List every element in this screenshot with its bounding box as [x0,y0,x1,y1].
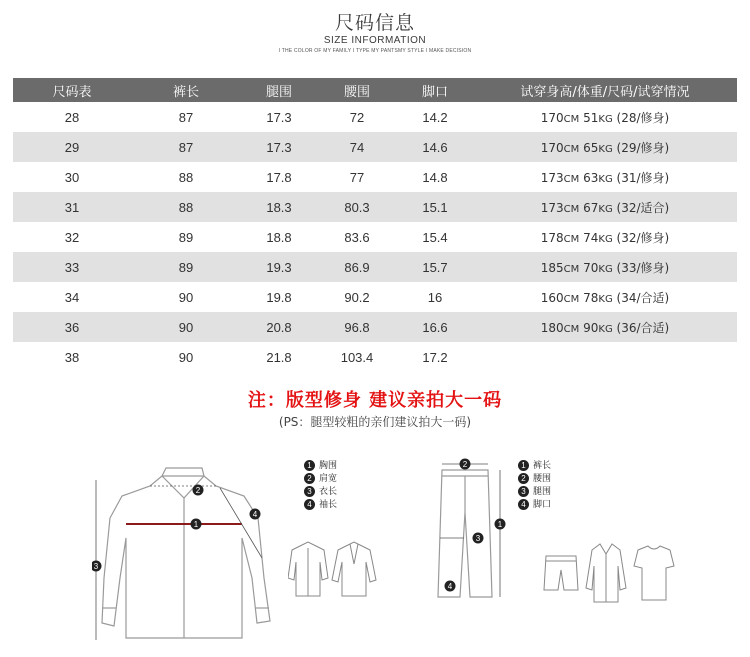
fit-cell [473,222,737,252]
fit-value: (34/合适) [616,290,670,305]
size-table [13,78,737,372]
thigh-cell: 18.3 [241,192,317,222]
table-body [13,102,737,372]
weight-value: 78 [583,290,599,305]
weight-value: 67 [583,200,599,215]
garment-icons [540,540,675,606]
legend-number: 4 [518,499,529,510]
table-row [13,162,737,192]
hem-cell: 16.6 [397,312,473,342]
length-cell: 90 [178,289,194,305]
waist-cell: 72 [349,109,365,125]
length-cell: 87 [178,109,194,125]
kg-unit: KG [598,293,613,305]
cm-unit: CM [563,233,580,245]
height-value: 178 [540,230,564,245]
height-value: 170 [540,140,564,155]
weight-value: 65 [583,140,599,155]
fit-value: (31/修身) [616,170,670,185]
fit-cell [473,132,737,162]
header-hem: 脚口 [397,78,473,102]
table-row [13,342,737,372]
legend-number: 4 [304,499,315,510]
table-row [13,252,737,282]
hem-cell: 15.4 [422,229,448,245]
shirt-legend [304,460,337,512]
height-value: 185 [540,260,564,275]
shirt-illustration [92,458,272,648]
height-value: 173 [540,200,564,215]
height-value: 180 [540,320,564,335]
fit-value: (36/合适) [616,320,670,335]
hem-cell: 14.2 [422,109,448,125]
weight-value: 63 [583,170,599,185]
legend-label: 肩宽 [319,474,338,484]
size-cell: 30 [64,169,80,185]
fit-cell [473,102,737,132]
cm-unit: CM [563,143,580,155]
fit-value: (33/修身) [616,260,670,275]
waist-cell: 74 [317,132,397,162]
size-cell: 29 [13,132,131,162]
height-value: 170 [540,110,564,125]
waist-cell: 80.3 [317,192,397,222]
kg-unit: KG [598,173,613,185]
size-cell: 31 [13,192,131,222]
height-value: 173 [540,170,564,185]
legend-number: 2 [518,473,529,484]
shirt-legend-item [304,499,337,512]
table-header-row [13,78,737,102]
shirt-marker-2-label: 2 [195,486,201,495]
page-title: 尺码信息 [334,12,415,34]
fit-value: (29/修身) [616,140,670,155]
pants-marker-3-label: 3 [475,534,481,543]
legend-number: 1 [518,460,529,471]
header-waist: 腰围 [317,78,397,102]
cm-unit: CM [563,173,580,185]
fit-cell [473,342,737,372]
length-cell: 90 [178,349,194,365]
legend-label: 脚口 [533,500,552,510]
hem-cell: 16 [427,289,443,305]
fit-cell [473,252,737,282]
kg-unit: KG [598,203,613,215]
page-subtitle: SIZE INFORMATION [323,35,427,46]
legend-label: 袖长 [319,500,338,510]
waist-cell: 96.8 [317,312,397,342]
kg-unit: KG [598,323,613,335]
legend-label: 腿围 [533,487,552,497]
header-fit: 试穿身高/体重/尺码/试穿情况 [473,78,737,102]
fit-cell [473,312,737,342]
legend-label: 胸围 [319,461,338,471]
shirt-marker-1-label: 1 [193,520,199,529]
fit-cell [473,162,737,192]
jacket-icons [288,538,378,602]
length-cell: 90 [131,312,241,342]
length-cell: 88 [131,192,241,222]
size-cell: 34 [64,289,80,305]
table-row [13,102,737,132]
length-cell: 87 [131,132,241,162]
cm-unit: CM [563,263,580,275]
kg-unit: KG [598,263,613,275]
table-row [13,222,737,252]
size-cell: 32 [64,229,80,245]
pants-legend-item [518,486,551,499]
weight-value: 51 [583,110,599,125]
fit-note: 注：版型修身 建议亲拍大一码 [247,390,503,411]
pants-marker-2-label: 2 [462,460,468,469]
pants-legend-item [518,460,551,473]
waist-cell: 83.6 [344,229,370,245]
pants-legend [518,460,551,512]
thigh-cell: 17.3 [241,132,317,162]
waist-cell: 90.2 [344,289,370,305]
fit-value: (28/修身) [616,110,670,125]
hem-cell: 14.8 [422,169,448,185]
thigh-cell: 17.3 [266,109,292,125]
waist-cell: 86.9 [317,252,397,282]
shirt-legend-item [304,460,337,473]
weight-value: 74 [583,230,599,245]
pants-illustration [430,452,510,602]
weight-value: 90 [583,320,599,335]
pants-marker-4-label: 4 [447,582,453,591]
kg-unit: KG [598,233,613,245]
legend-number: 3 [304,486,315,497]
fit-cell [473,192,737,222]
length-cell: 89 [131,252,241,282]
size-cell: 33 [13,252,131,282]
size-cell: 28 [64,109,80,125]
shirt-marker-3-label: 3 [93,562,99,571]
legend-label: 衣长 [319,487,338,497]
fit-value: (32/修身) [616,230,670,245]
cm-unit: CM [563,323,580,335]
shirt-marker-4-label: 4 [252,510,258,519]
cm-unit: CM [563,113,580,125]
header-size: 尺码表 [13,78,131,102]
legend-number: 2 [304,473,315,484]
thigh-cell: 19.8 [266,289,292,305]
cm-unit: CM [563,203,580,215]
kg-unit: KG [598,143,613,155]
hem-cell: 14.6 [397,132,473,162]
legend-label: 裤长 [533,461,552,471]
hem-cell: 15.7 [397,252,473,282]
waist-cell: 103.4 [340,349,374,365]
legend-label: 腰围 [533,474,552,484]
legend-number: 3 [518,486,529,497]
tagline: I THE COLOR OF MY FAMILY I TYPE MY PANTSMY STYLE I MAKE DECISION [278,48,472,54]
fit-note-sub: (PS：腿型较粗的亲们建议拍大一码) [278,415,472,429]
waist-cell: 77 [349,169,365,185]
hem-cell: 15.1 [397,192,473,222]
thigh-cell: 20.8 [241,312,317,342]
header-thigh: 腿围 [241,78,317,102]
kg-unit: KG [598,113,613,125]
length-cell: 89 [178,229,194,245]
height-value: 160 [540,290,564,305]
hem-cell: 17.2 [422,349,448,365]
legend-number: 1 [304,460,315,471]
fit-value: (32/适合) [616,200,670,215]
table-row [13,132,737,162]
size-cell: 36 [13,312,131,342]
thigh-cell: 21.8 [266,349,292,365]
table-row [13,282,737,312]
pants-legend-item [518,499,551,512]
size-cell: 38 [64,349,80,365]
shirt-legend-item [304,486,337,499]
table-row [13,192,737,222]
pants-legend-item [518,473,551,486]
cm-unit: CM [563,293,580,305]
fit-cell [473,282,737,312]
table-row [13,312,737,342]
shirt-legend-item [304,473,337,486]
weight-value: 70 [583,260,599,275]
thigh-cell: 18.8 [266,229,292,245]
header-length: 裤长 [131,78,241,102]
thigh-cell: 17.8 [266,169,292,185]
length-cell: 88 [178,169,194,185]
thigh-cell: 19.3 [241,252,317,282]
pants-marker-1-label: 1 [497,520,503,529]
